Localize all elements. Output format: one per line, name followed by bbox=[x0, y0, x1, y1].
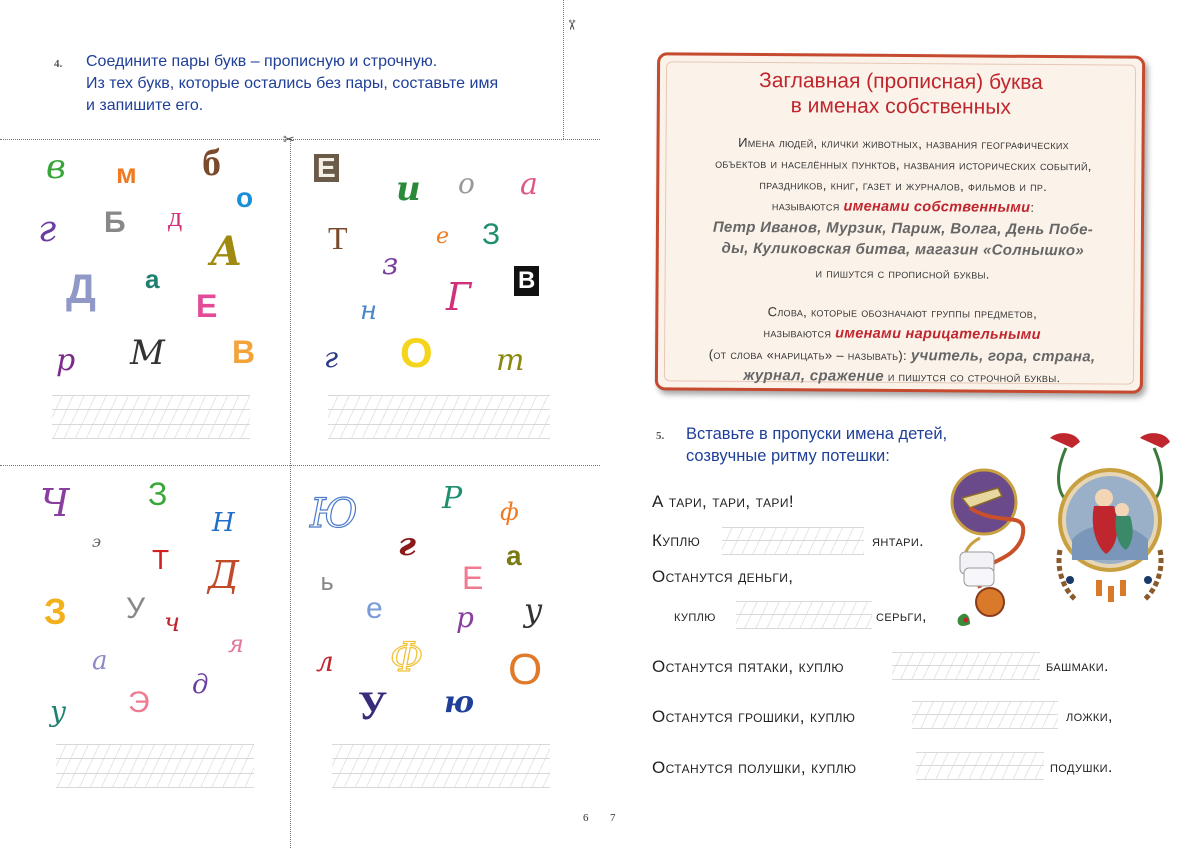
letter: Е bbox=[462, 560, 484, 596]
letter: А bbox=[210, 228, 243, 275]
letter: ь bbox=[320, 568, 335, 596]
scissors-icon: ✂ bbox=[563, 19, 580, 31]
rule-text: праздников, книг, газет и журналов, фильмов и пр. bbox=[759, 177, 1048, 195]
letter: В bbox=[232, 334, 256, 370]
poem-line-5-end: башмаки. bbox=[1046, 658, 1109, 675]
rule-text: Имена людей, клички животных, названия географических bbox=[738, 134, 1070, 153]
letter: Ю bbox=[310, 491, 358, 537]
letter: а bbox=[145, 264, 160, 294]
rule-text: (от слова «нарицать» – называть): bbox=[708, 346, 908, 364]
letter: г bbox=[398, 525, 416, 563]
task-4-line-1: Соедините пары букв – прописную и строчную. bbox=[86, 53, 438, 70]
letter: у bbox=[524, 591, 543, 629]
rule-text: Слова, которые обозначают группы предметов, bbox=[767, 304, 1038, 321]
poem-line-6-end: ложки, bbox=[1066, 708, 1113, 725]
letter: г bbox=[324, 341, 339, 374]
letter: у bbox=[50, 695, 67, 728]
rule-paragraph-2 bbox=[668, 300, 1137, 388]
letter: л bbox=[316, 645, 334, 678]
proper-nouns-term: именами собственными bbox=[843, 198, 1031, 216]
letter: Т bbox=[328, 220, 348, 256]
cut-line-center bbox=[290, 139, 291, 848]
letter: е bbox=[366, 592, 383, 625]
letter: и bbox=[396, 169, 421, 209]
letter: ю bbox=[444, 685, 475, 720]
letter: ф bbox=[500, 498, 519, 526]
answer-blank-5[interactable] bbox=[916, 752, 1044, 780]
cut-line-middle bbox=[0, 465, 600, 466]
letter: З bbox=[482, 218, 501, 251]
letter: а bbox=[506, 540, 522, 571]
writing-lines[interactable] bbox=[56, 744, 254, 788]
task-4-instructions bbox=[86, 51, 498, 117]
poem-line-1: А тари, тари, тари! bbox=[652, 492, 794, 511]
right-page bbox=[600, 0, 1200, 848]
letter: м bbox=[116, 158, 137, 189]
page-number-left: 6 bbox=[583, 812, 589, 824]
cut-line-top bbox=[0, 139, 600, 140]
rule-text: называются bbox=[763, 325, 832, 341]
poem-line-5: Останутся пятаки, куплю bbox=[652, 657, 844, 676]
poem-line-2-end: янтари. bbox=[872, 533, 924, 550]
common-nouns-term: именами нарицательными bbox=[835, 325, 1041, 343]
rule-text bbox=[669, 194, 1137, 219]
letter: в bbox=[46, 147, 66, 187]
letter: О bbox=[400, 329, 433, 376]
poem-line-4-end: серьги, bbox=[876, 608, 927, 625]
rule-title-line-1: Заглавная (прописная) буква bbox=[759, 69, 1043, 94]
letter: з bbox=[382, 247, 399, 282]
letter: Р bbox=[442, 481, 463, 516]
task-5-line-1: Вставьте в пропуски имена детей, bbox=[686, 425, 948, 443]
letter: а bbox=[520, 167, 538, 202]
task-4-line-3: и запишите его. bbox=[86, 97, 204, 114]
poem-line-2: Куплю bbox=[652, 531, 701, 550]
poem-line-4: куплю bbox=[674, 608, 716, 625]
letter: р bbox=[456, 601, 474, 634]
letter: о bbox=[236, 182, 254, 213]
common-nouns-examples: журнал, сражение bbox=[743, 366, 885, 385]
writing-lines[interactable] bbox=[328, 395, 550, 439]
letter: э bbox=[92, 532, 101, 551]
answer-blank-3[interactable] bbox=[892, 652, 1040, 680]
writing-lines[interactable] bbox=[332, 744, 550, 788]
folk-ornament-illustration bbox=[940, 468, 1040, 640]
letter: Ч bbox=[40, 481, 70, 525]
poem-line-3: Останутся деньги, bbox=[652, 567, 794, 586]
letter: р bbox=[56, 343, 76, 378]
task-5-line-2: созвучные ритму потешки: bbox=[686, 447, 890, 465]
answer-blank-4[interactable] bbox=[912, 701, 1058, 729]
letter: Б bbox=[104, 206, 126, 239]
letter: З bbox=[44, 591, 67, 632]
letter: З bbox=[148, 476, 168, 512]
letter: о bbox=[458, 167, 475, 200]
rule-text: и пишутся с прописной буквы. bbox=[815, 265, 990, 282]
rule-text bbox=[668, 364, 1136, 388]
task-4-line-2: Из тех букв, которые остались без пары, составьте имя bbox=[86, 75, 499, 92]
rule-info-box bbox=[655, 52, 1145, 393]
rule-text: : bbox=[1030, 199, 1035, 215]
task-4-number: 4. bbox=[54, 58, 63, 70]
rule-text bbox=[668, 321, 1136, 346]
letter: М bbox=[130, 333, 165, 373]
task-5-number: 5. bbox=[656, 430, 665, 442]
scissors-icon: ✂ bbox=[283, 131, 295, 147]
letter: Д bbox=[66, 265, 96, 312]
letter: а bbox=[92, 646, 108, 676]
letter: Н bbox=[212, 508, 235, 538]
proper-nouns-examples: ды, Куликовская битва, магазин «Солнышко» bbox=[721, 239, 1085, 260]
letter: У bbox=[126, 592, 146, 625]
rule-text: и пишутся со строчной буквы. bbox=[887, 368, 1061, 386]
answer-blank-2[interactable] bbox=[736, 601, 872, 629]
letter: Э bbox=[128, 686, 150, 719]
letter: Т bbox=[152, 544, 170, 575]
letter: д bbox=[192, 670, 209, 700]
task-5-instructions bbox=[686, 423, 947, 467]
letter: т bbox=[496, 343, 525, 378]
letter: Е bbox=[196, 288, 218, 324]
letter: В bbox=[514, 266, 539, 296]
rule-text: объектов и населённых пунктов, названия исторических событий, bbox=[715, 155, 1092, 174]
letter: Е bbox=[314, 154, 339, 182]
letter: б bbox=[202, 142, 221, 184]
letter: У bbox=[358, 683, 388, 728]
letter: д bbox=[168, 202, 183, 233]
letter: ч bbox=[164, 608, 181, 638]
rule-paragraph-1 bbox=[669, 131, 1138, 285]
poem-line-7: Останутся полушки, куплю bbox=[652, 758, 857, 777]
rule-text: называются bbox=[771, 198, 840, 214]
proper-nouns-examples: Петр Иванов, Мурзик, Париж, Волга, День Побе- bbox=[712, 218, 1094, 239]
letter: я bbox=[228, 630, 244, 658]
letter: Ф bbox=[390, 635, 424, 681]
letter: О bbox=[508, 645, 543, 694]
letter: е bbox=[436, 224, 450, 249]
common-nouns-examples: учитель, гора, страна, bbox=[910, 347, 1096, 366]
poem-line-6: Останутся грошики, куплю bbox=[652, 707, 856, 726]
writing-lines[interactable] bbox=[52, 395, 250, 439]
letter: Д bbox=[208, 553, 239, 597]
answer-blank-1[interactable] bbox=[722, 527, 864, 555]
rule-title-line-2: в именах собственных bbox=[790, 94, 1011, 119]
page-number-right: 7 bbox=[610, 812, 616, 824]
folk-girls-illustration bbox=[1036, 430, 1182, 614]
rule-text bbox=[668, 343, 1136, 367]
letter: г bbox=[38, 209, 57, 250]
letter: н bbox=[360, 296, 378, 326]
poem-line-7-end: подушки. bbox=[1050, 759, 1113, 776]
letter: Г bbox=[446, 275, 472, 319]
